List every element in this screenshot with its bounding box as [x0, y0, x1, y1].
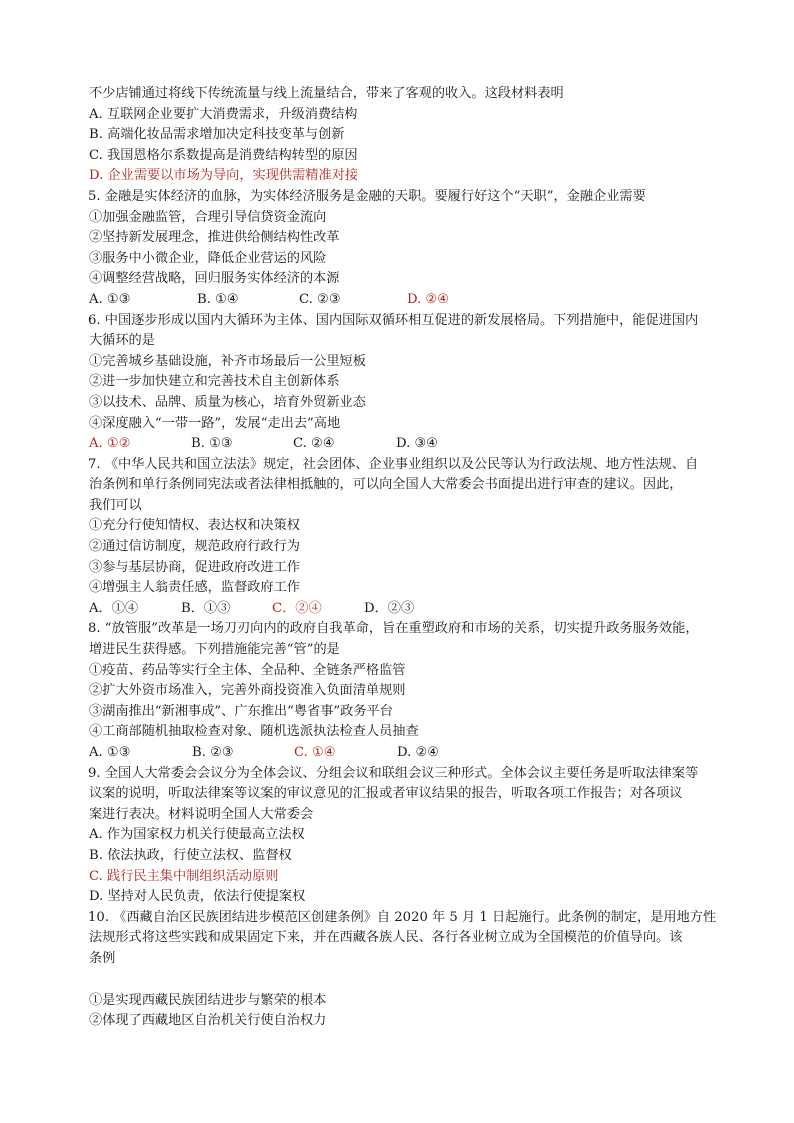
option-c: C. ②③ [299, 291, 341, 307]
question-stem-line: 6. 中国逐步形成以国内大循环为主体、国内国际双循环相互促进的新发展格局。下列措施中，能促进国内 [88, 312, 699, 328]
option-c-answer: C. 践行民主集中制组织活动原则 [89, 868, 279, 884]
blank-gap [89, 970, 735, 991]
option-d: D. 坚持对人民负责，依法行使提案权 [89, 889, 306, 905]
question-stem-line: 9. 全国人大常委会会议分为全体会议、分组会议和联组会议三种形式。全体会议主要任务是听取法律案等 [88, 765, 699, 781]
question-stem-line: 8. “放管服”改革是一场刀刃向内的政府自我革命，旨在重塑政府和市场的关系，切实提升政务服务效能， [88, 621, 699, 637]
question-9 [89, 764, 735, 908]
options-row [89, 743, 735, 764]
statement-item: ②体现了西藏地区自治机关行使自治权力 [89, 1013, 327, 1029]
option-a: A. ①③ [89, 745, 131, 760]
question-stem: 5. 金融是实体经济的血脉，为实体经济服务是金融的天职。要履行好这个“天职”，金融企业需要 [88, 188, 646, 204]
statement-item: ①完善城乡基础设施，补齐市场最后一公里短板 [89, 353, 366, 369]
statement-item: ④调整经营战略，回归服务实体经济的本源 [89, 271, 340, 287]
statement-item: ①是实现西藏民族团结进步与繁荣的根本 [89, 992, 327, 1008]
option-d-answer: D. 企业需要以市场为导向，实现供需精准对接 [89, 168, 359, 184]
option-b: B. 高端化妆品需求增加决定科技变革与创新 [89, 127, 345, 143]
statement-item: ①充分行使知情权、表达权和决策权 [89, 518, 300, 534]
option-c-answer: C. ①④ [294, 745, 336, 760]
option-a: A. ①③ [89, 291, 131, 307]
statement-item: ③以技术、品牌、质量为核心，培育外贸新业态 [89, 394, 366, 410]
question-7 [89, 455, 735, 620]
options-row [89, 290, 735, 311]
option-a-answer: A. ①② [89, 436, 131, 452]
statement-item: ④工商部随机抽取检查对象、随机选派执法检查人员抽查 [89, 724, 419, 740]
question-stem-line: 我们可以 [89, 497, 142, 513]
question-stem-line: 10. 《西藏自治区民族团结进步模范区创建条例》自 2020 年 5 月 1 日起施行。此条例的制定，是用地方性 [88, 909, 717, 925]
statement-item: ③服务中小微企业，降低企业营运的风险 [89, 250, 327, 266]
question-stem-line: 7. 《中华人民共和国立法法》规定，社会团体、企业事业组织以及公民等认为行政法规、地方性法规、自 [88, 456, 699, 472]
option-c: C. 我国恩格尔系数提高是消费结构转型的原因 [89, 147, 358, 163]
question-stem-line: 议案的说明，听取法律案等议案的审议意见的汇报或者审议结果的报告，听取各项工作报告；对各项议 [89, 786, 683, 802]
option-b: B. ①④ [197, 291, 239, 307]
option-d: D．②③ [364, 600, 415, 616]
option-d: D. ②④ [397, 745, 440, 760]
question-4-tail [89, 84, 735, 187]
option-c-answer: C．②④ [272, 600, 322, 616]
question-10 [89, 908, 735, 1032]
statement-item: ④增强主人翁责任感，监督政府工作 [89, 580, 300, 596]
question-stem-line: 治条例和单行条例同宪法或者法律相抵触的，可以向全国人大常委会书面提出进行审查的建议。因此， [89, 477, 683, 493]
statement-item: ①加强金融监管，合理引导信贷资金流向 [89, 209, 327, 225]
options-row [89, 434, 735, 455]
question-stem-line: 条例 [89, 950, 116, 966]
question-stem: 不少店铺通过将线下传统流量与线上流量结合，带来了客观的收入。这段材料表明 [89, 86, 564, 101]
question-8 [89, 619, 735, 763]
option-b: B. ②③ [192, 745, 234, 760]
statement-item: ②坚持新发展理念，推进供给侧结构性改革 [89, 230, 340, 246]
option-b: B. 依法执政，行使立法权、监督权 [89, 847, 292, 863]
statement-item: ①疫苗、药品等实行全主体、全品种、全链条严格监管 [89, 662, 406, 678]
question-stem-line: 大循环的是 [89, 333, 155, 349]
option-a: A. 作为国家权力机关行使最高立法权 [89, 827, 305, 843]
question-stem-line: 案进行表决。材料说明全国人大常委会 [89, 806, 314, 822]
statement-item: ②扩大外资市场准入，完善外商投资准入负面清单规则 [89, 683, 406, 699]
option-a: A. 互联网企业要扩大消费需求，升级消费结构 [89, 106, 358, 122]
option-c: C. ②④ [293, 436, 335, 452]
statement-item: ③湖南推出“新湘事成”、广东推出“粤省事”政务平台 [89, 703, 393, 719]
question-6 [89, 311, 735, 455]
statement-item: ②进一步加快建立和完善技术自主创新体系 [89, 374, 340, 390]
statement-item: ④深度融入“一带一路”，发展“走出去”高地 [89, 415, 341, 431]
question-stem-line: 增进民生获得感。下列措施能完善“管”的是 [89, 642, 340, 658]
option-b: B. ①③ [191, 436, 233, 452]
statement-item: ②通过信访制度，规范政府行政行为 [89, 539, 300, 555]
option-d-answer: D. ②④ [407, 291, 450, 307]
question-5 [89, 187, 735, 311]
option-b: B．①③ [181, 600, 231, 616]
question-list [89, 84, 735, 1032]
option-d: D. ③④ [396, 436, 439, 452]
option-a: A．①④ [89, 600, 139, 616]
statement-item: ③参与基层协商，促进政府改进工作 [89, 559, 300, 575]
options-row [89, 599, 735, 620]
question-stem-line: 法规形式将这些实践和成果固定下来，并在西藏各族人民、各行各业树立成为全国模范的价值导向。该 [89, 930, 683, 946]
